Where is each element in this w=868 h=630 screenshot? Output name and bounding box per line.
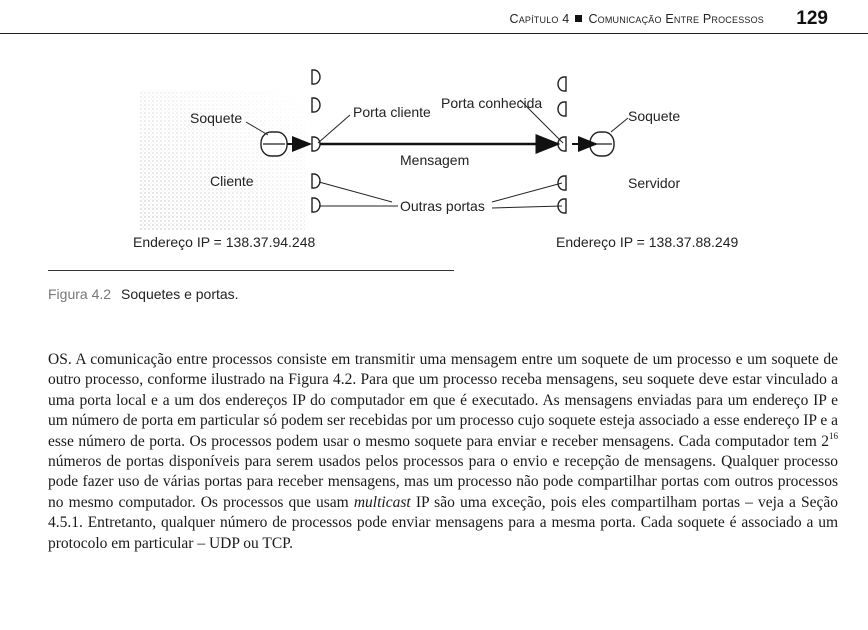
running-head xyxy=(509,12,764,26)
caption-label: Figura 4.2 xyxy=(48,286,112,302)
client-socket-label: Soquete xyxy=(190,110,243,126)
exponent: 16 xyxy=(829,430,838,441)
page-header xyxy=(0,0,868,34)
sockets-diagram xyxy=(0,40,868,270)
multicast-term: multicast xyxy=(353,493,411,511)
client-port-label: Porta cliente xyxy=(353,104,431,120)
client-ip-label: Endereço IP = 138.37.94.248 xyxy=(133,234,316,250)
figure-caption xyxy=(48,286,239,302)
other-ports-label: Outras portas xyxy=(400,198,485,214)
port-icon xyxy=(312,98,320,112)
client-ports xyxy=(312,70,320,212)
server-label: Servidor xyxy=(628,175,681,191)
body-paragraph xyxy=(48,350,838,554)
client-label: Cliente xyxy=(210,173,254,189)
port-icon xyxy=(312,174,320,188)
client-socket-icon xyxy=(261,132,287,156)
port-icon xyxy=(558,77,566,91)
port-icon xyxy=(312,198,320,212)
server-ip-label: Endereço IP = 138.37.88.249 xyxy=(556,234,739,250)
server-socket-label: Soquete xyxy=(628,108,681,124)
body-text-part-2: números de portas disponíveis para serem usados pelos processos para o envio e recepção de mensagens. Qualquer processo pode fazer uso de várias portas para receber mensagens, mas um processo não pode compartilhar portas com outros processos no mesmo computador. Os processos que usam xyxy=(48,453,838,511)
message-label: Mensagem xyxy=(400,152,470,168)
figure-rule xyxy=(48,270,454,271)
port-icon xyxy=(558,102,566,116)
body-text-part-1: OS. A comunicação entre processos consiste em transmitir uma mensagem entre um soquete de um processo e um soquete de outro processo, conforme ilustrado na Figura 4.2. Para que um processo receba mensagens, seu soquete deve estar vinculado a uma porta local e a um dos endereços IP do computador em que é executado. As mensagens enviadas para um endereço IP e um número de porta em particular só podem ser recebidas por um processo cujo soquete esteja associado a esse endereço IP e a esse número de porta. Os processos podem usar o mesmo soquete para enviar e receber mensagens. Cada computador tem 2 xyxy=(48,351,838,450)
server-ports xyxy=(558,77,566,213)
well-known-port-label: Porta conhecida xyxy=(441,95,543,111)
separator-square-icon xyxy=(575,15,582,22)
port-icon xyxy=(312,137,320,151)
port-icon xyxy=(312,70,320,84)
chapter-label: Capítulo 4 xyxy=(509,12,570,26)
page-number: 129 xyxy=(796,8,828,29)
chapter-title: Comunicação Entre Processos xyxy=(588,12,764,26)
caption-title: Soquetes e portas. xyxy=(121,286,239,302)
figure-sockets-ports xyxy=(0,40,868,270)
body-text-part-3: IP são uma exceção, pois eles compartilham portas – veja a Seção 4.5.1. Entretanto, qualquer número de processos pode enviar mensagens para a mesma porta. Cada soquete é associado a um protocolo em particular – UDP ou TCP. xyxy=(48,493,838,552)
header-rule xyxy=(0,33,868,34)
